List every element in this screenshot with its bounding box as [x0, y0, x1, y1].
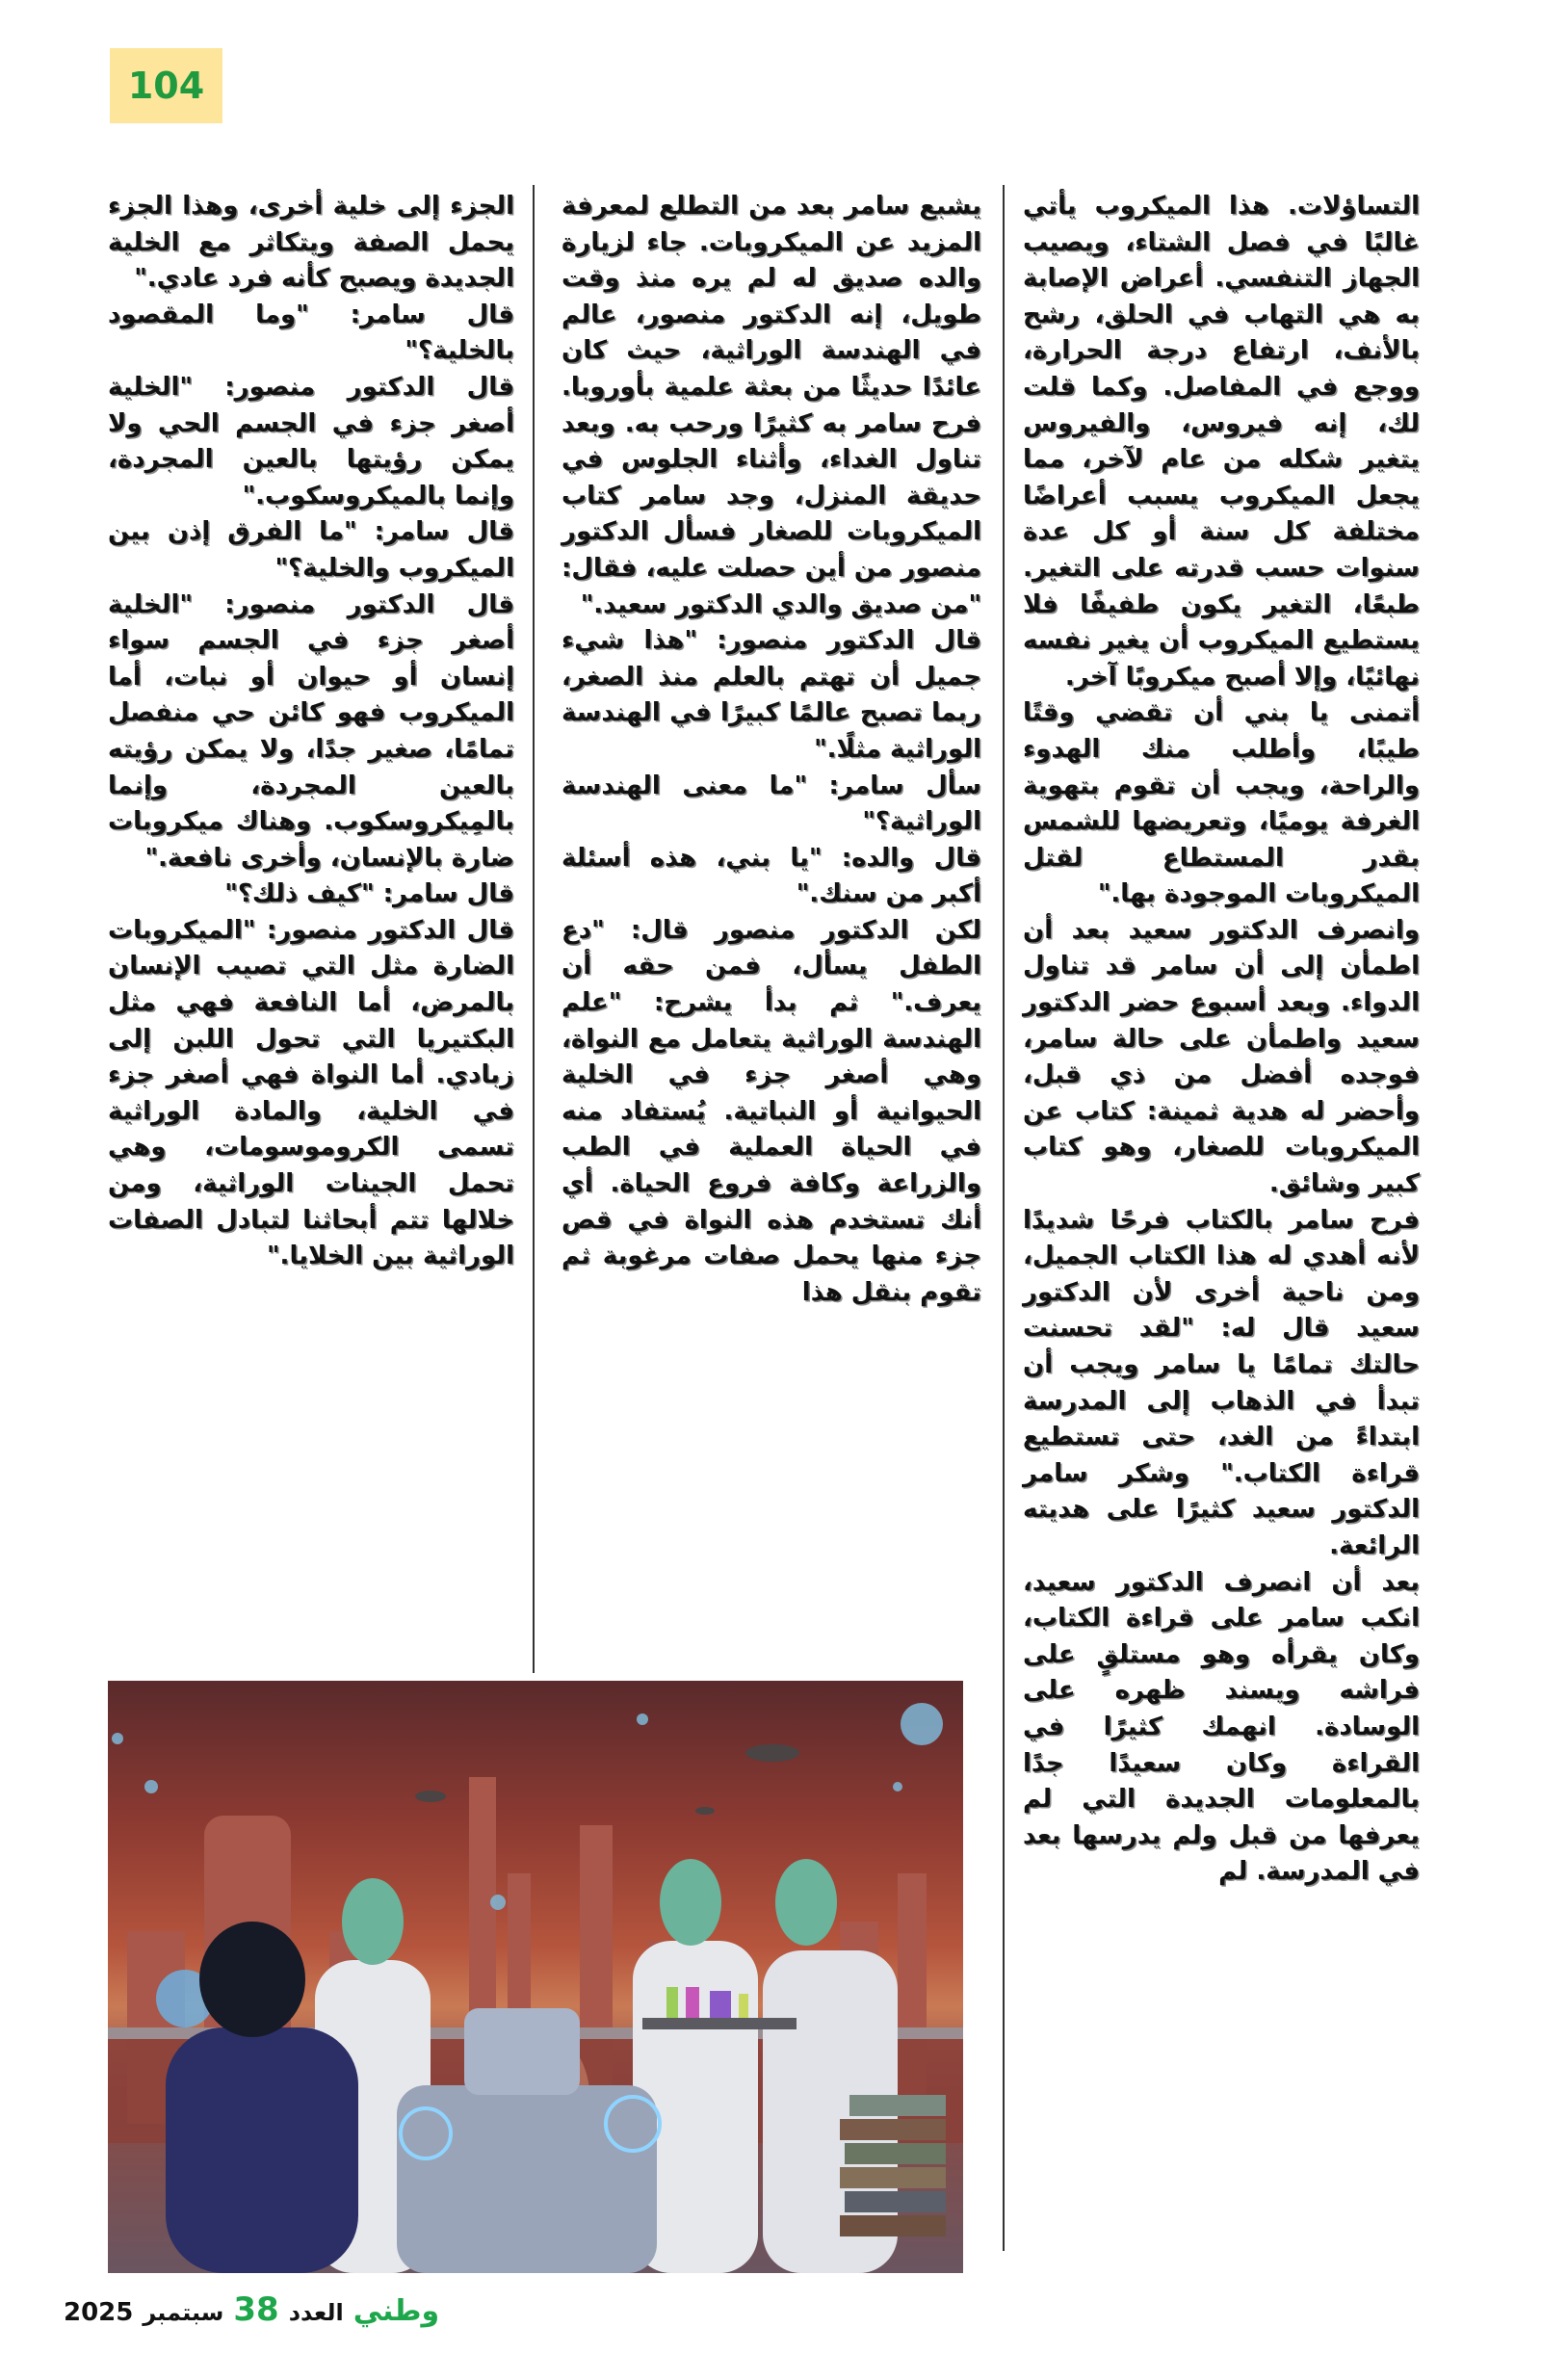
article-column-right	[1023, 189, 1420, 1891]
paragraph: قال سامر: "وما المقصود بالخلية؟"	[108, 300, 514, 366]
story-illustration	[108, 1681, 963, 2273]
issue-year: 2025	[64, 2298, 134, 2327]
paragraph: قال الدكتور منصور: "الخلية أصغر جزء في الجسم الحي ولا يمكن رؤيتها بالعين المجردة، وإنما بالميكروسكوب."	[108, 372, 514, 510]
column-divider	[1003, 185, 1005, 2251]
paragraph: قال الدكتور منصور: "الخلية أصغر جزء في الجسم سواء إنسان أو حيوان أو نبات، أما الميكروب فهو كائن حي منفصل تمامًا، صغير جدًا، ولا يمكن رؤيته بالعين المجردة، وإنما بالمِيكروسكوب. وهناك ميكروبات ضارة بالإنسان، وأخرى نافعة."	[108, 589, 514, 873]
paragraph: قال الدكتور منصور: "هذا شيء جميل أن تهتم بالعلم منذ الصغر، ربما تصبح عالمًا كبيرًا في الهندسة الوراثية مثلًا."	[562, 626, 981, 764]
paragraph: بعد أن انصرف الدكتور سعيد، انكب سامر على قراءة الكتاب، وكان يقرأه وهو مستلقٍ على فراشه ويسند ظهره على الوسادة. انهمك كثيرًا في القراءة وكان سعيدًا جدًا بالمعلومات الجديدة التي لم يعرفها من قبل ولم يدرسها بعد في المدرسة. لم	[1023, 1567, 1420, 1887]
paragraph: قال الدكتور منصور: "الميكروبات الضارة مثل التي تصيب الإنسان بالمرض، أما النافعة فهي مثل البكتيريا التي تحول اللبن إلى زبادي. أما النواة فهي أصغر جزء في الخلية، والمادة الوراثية تسمى الكروموسومات، وهي تحمل الجينات الوراثية، ومن خلالها تتم أبحاثنا لتبادل الصفات الوراثية بين الخلايا."	[108, 915, 514, 1271]
paragraph: قال سامر: "كيف ذلك؟"	[224, 879, 514, 909]
paragraph: الجزء إلى خلية أخرى، وهذا الجزء يحمل الصفة ويتكاثر مع الخلية الجديدة ويصبح كأنه فرد عادي."	[108, 192, 514, 294]
article-column-middle	[562, 189, 981, 1311]
paragraph: فرح سامر بالكتاب فرحًا شديدًا لأنه أهدي له هذا الكتاب الجميل، ومن ناحية أخرى لأن الدكتور سعيد قال له: "لقد تحسنت حالتك تمامًا يا سامر ويجب أن تبدأ في الذهاب إلى المدرسة ابتداءً من الغد، حتى تستطيع قراءة الكتاب." وشكر سامر الدكتور سعيد كثيرًا على هديته الرائعة.	[1023, 1205, 1420, 1560]
page-number-badge	[110, 48, 222, 123]
column-divider	[533, 185, 535, 1673]
paragraph: لكن الدكتور منصور قال: "دع الطفل يسأل، فمن حقه أن يعرف." ثم بدأ يشرح: "علم الهندسة الوراثية يتعامل مع النواة، وهي أصغر جزء في الخلية الحيوانية أو النباتية. يُستفاد منه في الحياة العملية في الطب والزراعة وكافة فروع الحياة. أي أنك تستخدم هذه النواة في قص جزء منها يحمل صفات مرغوبة ثم تقوم بنقل هذا	[562, 915, 981, 1307]
page-footer	[64, 2290, 439, 2329]
paragraph: قال والده: "يا بني، هذه أسئلة أكبر من سنك."	[562, 843, 981, 909]
issue-month: سبتمبر	[143, 2299, 224, 2326]
magazine-brand: وطني	[353, 2294, 440, 2328]
issue-number: 38	[233, 2290, 279, 2329]
paragraph: وانصرف الدكتور سعيد بعد أن اطمأن إلى أن سامر قد تناول الدواء. وبعد أسبوع حضر الدكتور سعيد واطمأن على حالة سامر، فوجده أفضل من ذي قبل، وأحضر له هدية ثمينة: كتاب عن الميكروبات للصغار، وهو كتاب كبير وشائق.	[1023, 915, 1420, 1199]
paragraph: قال سامر: "ما الفرق إذن بين الميكروب والخلية؟"	[108, 517, 514, 583]
paragraph: يشبع سامر بعد من التطلع لمعرفة المزيد عن الميكروبات. جاء لزيارة والده صديق له لم يره منذ وقت طويل، إنه الدكتور منصور، عالم في الهندسة الوراثية، حيث كان عائدًا حديثًا من بعثة علمية بأوروبا. فرح سامر به كثيرًا ورحب به. وبعد تناول الغداء، وأثناء الجلوس في حديقة المنزل، وجد سامر كتاب الميكروبات للصغار فسأل الدكتور منصور من أين حصلت عليه، فقال: "من صديق والدي الدكتور سعيد."	[561, 192, 981, 619]
issue-label: العدد	[288, 2299, 344, 2326]
paragraph: أتمنى يا بني أن تقضي وقتًا طيبًا، وأطلب منك الهدوء والراحة، ويجب أن تقوم بتهوية الغرفة يوميًا، وتعريضها للشمس بقدر المستطاع لقتل الميكروبات الموجودة بها."	[1023, 698, 1420, 909]
article-column-left	[108, 189, 514, 1275]
paragraph: سأل سامر: "ما معنى الهندسة الوراثية؟"	[562, 771, 981, 837]
page-number: 104	[127, 65, 205, 107]
illustration-art	[108, 1681, 963, 2273]
paragraph: التساؤلات. هذا الميكروب يأتي غالبًا في فصل الشتاء، ويصيب الجهاز التنفسي. أعراض الإصابة به هي التهاب في الحلق، رشح بالأنف، ارتفاع درجة الحرارة، ووجع في المفاصل. وكما قلت لك، إنه فيروس، والفيروس يتغير شكله من عام لآخر، مما يجعل الميكروب يسبب أعراضًا مختلفة كل سنة أو كل عدة سنوات حسب قدرته على التغير. طبعًا، التغير يكون طفيفًا فلا يستطيع الميكروب أن يغير نفسه نهائيًا، وإلا أصبح ميكروبًا آخر.	[1023, 192, 1420, 692]
